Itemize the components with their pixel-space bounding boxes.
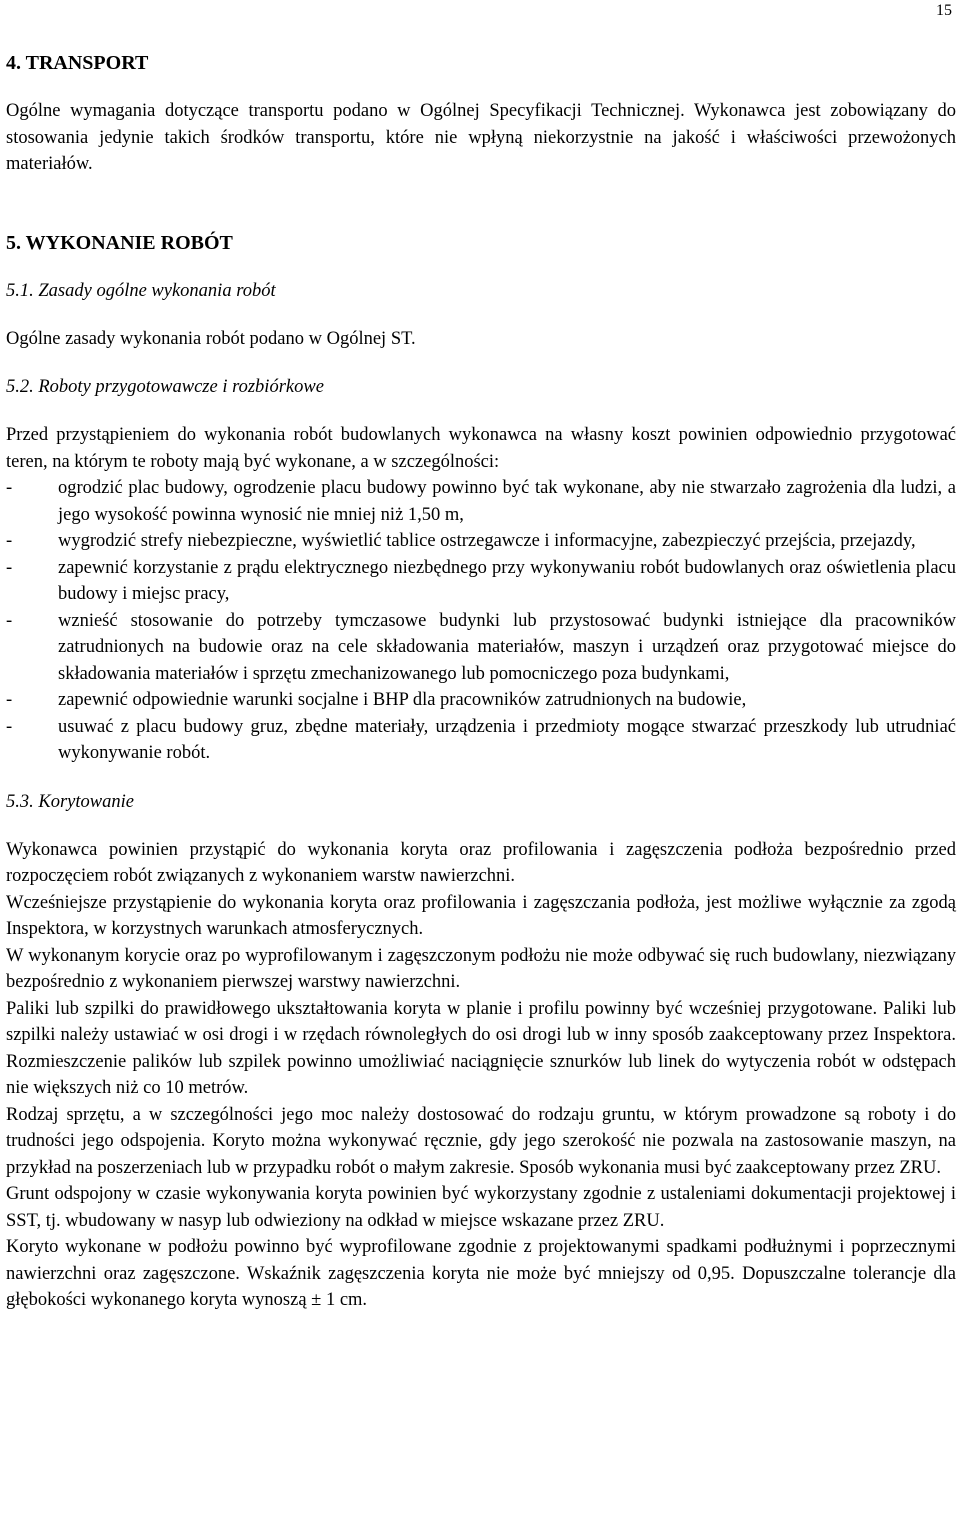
section-5-3-paragraph: Paliki lub szpilki do prawidłowego ukształtowania koryta w planie i profilu powinny być wcześniej przygotowane. Paliki lub szpilki należy ustawiać w osi drogi i w rzędach równoległych do osi drogi lub w inny sposób zaakceptowany przez Inspektora. Rozmieszczenie palików lub szpilek powinno umożliwiać naciągnięcie sznurków lub linek do wytyczenia robót w odstępach nie większych niż co 10 metrów. [6, 998, 956, 1098]
list-item-text: wygrodzić strefy niebezpieczne, wyświetlić tablice ostrzegawcze i informacyjne, zabezpieczyć przejścia, przejazdy, [58, 531, 916, 551]
preparation-list [6, 475, 956, 767]
list-item-text: zapewnić korzystanie z prądu elektrycznego niezbędnego przy wykonywaniu robót budowlanych oraz oświetlenia placu budowy i miejsc pracy, [58, 557, 956, 604]
section-5-3-paragraph: Grunt odspojony w czasie wykonywania koryta powinien być wykorzystany zgodnie z ustaleniami dokumentacji projektowej i SST, tj. wbudowany w nasyp lub odwieziony na odkład w miejsce wskazane przez ZRU. [6, 1184, 956, 1231]
section-5-3-paragraph: Rodzaj sprzętu, a w szczególności jego moc należy dostosować do rodzaju gruntu, w którym prowadzone są roboty i do trudności jego odspojenia. Koryto można wykonywać ręcznie, gdy jego szerokość nie pozwala na zastosowanie maszyn, na przykład na poszerzeniach lub w przypadku robót o małym zakresie. Sposób wykonania musi być zaakceptowany przez ZRU. [6, 1104, 956, 1178]
list-item-text: usuwać z placu budowy gruz, zbędne materiały, urządzenia i przedmioty mogące stwarzać przeszkody lub utrudniać wykonywanie robót. [58, 716, 956, 763]
section-5-3-heading: 5.3. Korytowanie [6, 791, 134, 812]
list-item [6, 687, 956, 714]
list-item [6, 475, 956, 528]
section-5-3-paragraph: Koryto wykonane w podłożu powinno być wyprofilowane zgodnie z projektowanymi spadkami podłużnymi i poprzecznymi nawierzchni oraz zagęszczone. Wskaźnik zagęszczenia koryta nie może być mniejszy od 0,95. Dopuszczalne tolerancje dla głębokości wykonanego koryta wynoszą ± 1 cm. [6, 1237, 956, 1310]
section-5-heading: 5. WYKONANIE ROBÓT [6, 231, 233, 254]
dash-marker: - [6, 557, 13, 578]
document-body [6, 50, 956, 1314]
list-item [6, 555, 956, 608]
section-4-paragraph: Ogólne wymagania dotyczące transportu podano w Ogólnej Specyfikacji Technicznej. Wykonawca jest zobowiązany do stosowania jedynie takich środków transportu, które nie wpłyną niekorzystnie na jakość i właściwości przewożonych materiałów. [6, 101, 956, 174]
section-5-1-paragraph: Ogólne zasady wykonania robót podano w Ogólnej ST. [6, 328, 416, 349]
section-5-3-paragraph: W wykonanym korycie oraz po wyprofilowanym i zagęszczonym podłożu nie może odbywać się ruch budowlany, niezwiązany bezpośrednio z wykonaniem pierwszej warstwy nawierzchni. [6, 945, 956, 992]
list-item-text: ogrodzić plac budowy, ogrodzenie placu budowy powinno być tak wykonane, aby nie stwarzało zagrożenia dla ludzi, a jego wysokość powinna wynosić nie mniej niż 1,50 m, [58, 478, 956, 525]
page-number: 15 [936, 2, 952, 19]
section-5-3-paragraph: Wykonawca powinien przystąpić do wykonania koryta oraz profilowania i zagęszczenia podłoża bezpośrednio przed rozpoczęciem robót związanych z wykonaniem warstw nawierzchni. [6, 839, 956, 886]
dash-marker: - [6, 716, 13, 737]
list-item [6, 714, 956, 767]
list-item-text: wznieść stosowanie do potrzeby tymczasowe budynki lub przystosować budynki istniejące dla pracowników zatrudnionych na budowie oraz na cele składowania materiałów, maszyn i urządzeń oraz przygotować miejsce do składowania materiałów i sprzętu zmechanizowanego lub pomocniczego poza budynkami, [58, 610, 956, 684]
section-5-1-heading: 5.1. Zasady ogólne wykonania robót [6, 280, 276, 301]
dash-marker: - [6, 690, 13, 710]
dash-marker: - [6, 531, 13, 551]
list-item [6, 528, 956, 555]
section-5-2-intro: Przed przystąpieniem do wykonania robót budowlanych wykonawca na własny koszt powinien odpowiednio przygotować teren, na którym te roboty mają być wykonane, a w szczególności: [6, 425, 956, 472]
list-item-text: zapewnić odpowiednie warunki socjalne i BHP dla pracowników zatrudnionych na budowie, [58, 690, 747, 710]
list-item [6, 608, 956, 688]
dash-marker: - [6, 610, 13, 631]
section-5-2-heading: 5.2. Roboty przygotowawcze i rozbiórkowe [6, 377, 324, 397]
dash-marker: - [6, 478, 13, 498]
section-4-heading: 4. TRANSPORT [6, 52, 149, 74]
section-5-3-paragraph: Wcześniejsze przystąpienie do wykonania koryta oraz profilowania i zagęszczania podłoża, jest możliwe wyłącznie za zgodą Inspektora, w korzystnych warunkach atmosferycznych. [6, 892, 956, 939]
